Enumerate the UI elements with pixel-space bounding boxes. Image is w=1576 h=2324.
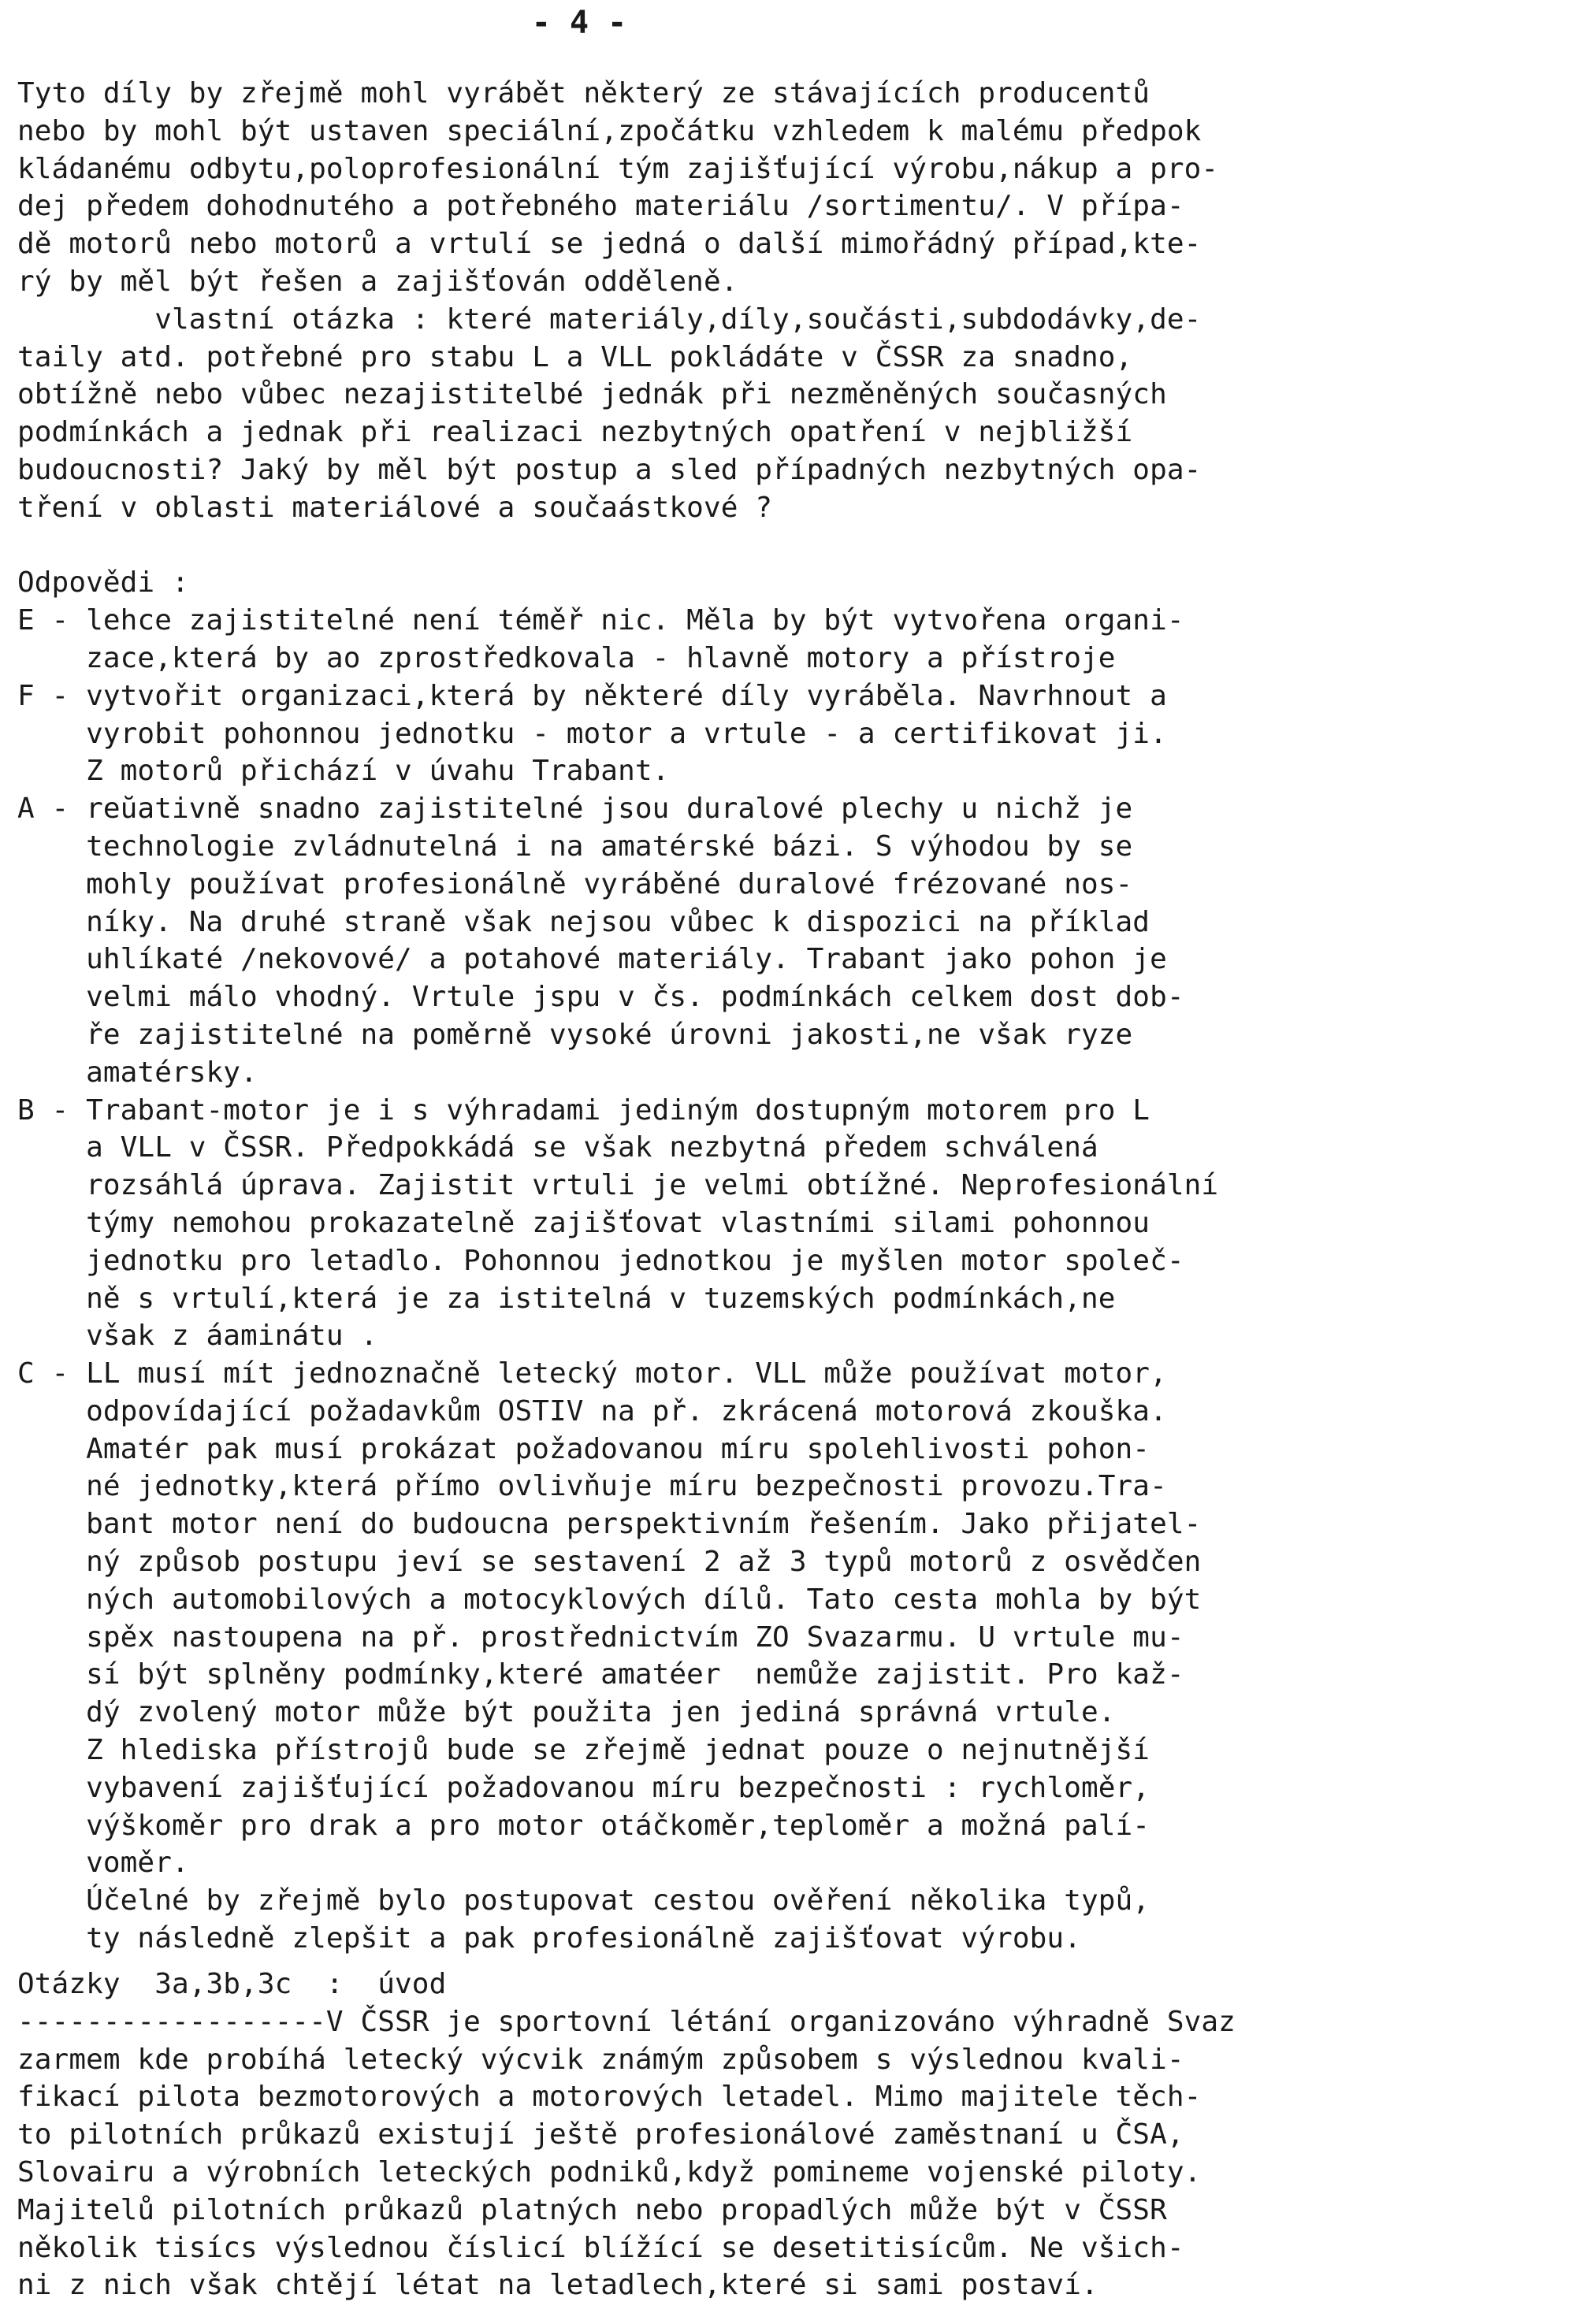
text-line: sí být splněny podmínky,které amatéer nemůže zajistit. Pro kaž-	[17, 1658, 1184, 1691]
text-line: vlastní otázka : které materiály,díly,součásti,subdodávky,de-	[17, 303, 1202, 336]
text-line: Amatér pak musí prokázat požadovanou míru spolehlivosti pohon-	[17, 1432, 1150, 1465]
text-line: dě motorů nebo motorů a vrtulí se jedná o další mimořádný případ,kte-	[17, 228, 1202, 261]
page-number: - 4 -	[531, 5, 627, 41]
text-line: Slovairu a výrobních leteckých podniků,když pomineme vojenské piloty.	[17, 2155, 1202, 2188]
text-line: Odpovědi :	[17, 566, 189, 600]
text-line: Účelné by zřejmě bylo postupovat cestou ověření několika typů,	[17, 1884, 1150, 1917]
text-line: ný způsob postupu jeví se sestavení 2 až 3 typů motorů z osvědčen	[17, 1546, 1202, 1579]
text-line: taily atd. potřebné pro stabu L a VLL pokládáte v ČSSR za snadno,	[17, 340, 1133, 373]
text-line: Majitelů pilotních průkazů platných nebo propadlých může být v ČSSR	[17, 2193, 1167, 2226]
text-line: vybavení zajišťující požadovanou míru bezpečnosti : rychloměr,	[17, 1771, 1150, 1804]
text-line: Z hlediska přístrojů bude se zřejmě jednat pouze o nejnutnější	[17, 1734, 1150, 1767]
text-line: technologie zvládnutelná i na amatérské bázi. S výhodou by se	[17, 830, 1133, 863]
text-line: velmi málo vhodný. Vrtule jspu v čs. podmínkách celkem dost dob-	[17, 981, 1184, 1014]
text-line: však z áaminátu .	[17, 1320, 378, 1353]
text-line: uhlíkaté /nekovové/ a potahové materiály. Trabant jako pohon je	[17, 943, 1167, 976]
text-line: C - LL musí mít jednoznačně letecký motor. VLL může používat motor,	[17, 1357, 1167, 1390]
text-line: ně s vrtulí,která je za istitelná v tuzemských podmínkách,ne	[17, 1282, 1116, 1315]
text-line: nebo by mohl být ustaven speciální,zpočátku vzhledem k malému předpok	[17, 114, 1202, 147]
text-line: Otázky 3a,3b,3c : úvod	[17, 1968, 447, 2000]
text-line: mohly používat profesionálně vyráběné duralové frézované nos-	[17, 867, 1133, 900]
text-line: ni z nich však chtějí létat na letadlech,které si sami postaví.	[17, 2269, 1098, 2302]
text-line: ře zajistitelné na poměrně vysoké úrovni jakosti,ne však ryze	[17, 1018, 1133, 1051]
text-line: E - lehce zajistitelné není téměř nic. Měla by být vytvořena organi-	[17, 604, 1184, 637]
text-line: A - reŭativně snadno zajistitelné jsou duralové plechy u nichž je	[17, 793, 1133, 826]
text-line: ných automobilových a motocyklových dílů. Tato cesta mohla by být	[17, 1583, 1202, 1616]
text-line: Tyto díly by zřejmě mohl vyrábět některý ze stávajících producentů	[17, 77, 1150, 110]
text-line: několik tisícs výslednou číslicí blížící se desetitisícům. Ne všich-	[17, 2231, 1184, 2264]
text-line: né jednotky,která přímo ovlivňuje míru bezpečnosti provozu.Tra-	[17, 1470, 1167, 1503]
text-line: ty následně zlepšit a pak profesionálně zajišťovat výrobu.	[17, 1922, 1081, 1955]
text-line: ------------------V ČSSR je sportovní létání organizováno výhradně Svaz	[17, 2005, 1236, 2038]
text-line: dý zvolený motor může být použita jen jediná správná vrtule.	[17, 1696, 1116, 1729]
text-line: to pilotních průkazů existují ještě profesionálové zaměstnaní u ČSA,	[17, 2118, 1184, 2151]
questions-intro-block	[17, 1966, 1562, 2304]
text-line: zarmem kde probíhá letecký výcvik známým způsobem s výslednou kvali-	[17, 2043, 1184, 2076]
text-line: spěx nastoupena na př. prostřednictvím ZO Svazarmu. U vrtule mu-	[17, 1620, 1184, 1654]
text-line: budoucnosti? Jaký by měl být postup a sled případných nezbytných opa-	[17, 453, 1202, 486]
text-line: rozsáhlá úprava. Zajistit vrtuli je velmi obtížné. Neprofesionální	[17, 1169, 1219, 1202]
text-line: tření v oblasti materiálové a součaástkové ?	[17, 491, 773, 524]
text-line: obtížně nebo vůbec nezajistitelbé jednák při nezměněných současných	[17, 378, 1167, 411]
text-line: jednotku pro letadlo. Pohonnou jednotkou je myšlen motor společ-	[17, 1244, 1184, 1277]
text-line	[17, 527, 1562, 565]
text-line: B - Trabant-motor je i s výhradami jediným dostupným motorem pro L	[17, 1093, 1150, 1127]
text-line: dej předem dohodnutého a potřebného materiálu /sortimentu/. V přípa-	[17, 190, 1184, 223]
text-line: podmínkách a jednak při realizaci nezbytných opatření v nejbližší	[17, 416, 1133, 449]
text-line: bant motor není do budoucna perspektivním řešením. Jako přijatel-	[17, 1508, 1202, 1541]
text-line: zace,která by ao zprostředkovala - hlavně motory a přístroje	[17, 641, 1116, 674]
text-line: a VLL v ČSSR. Předpokkádá se však nezbytná předem schválená	[17, 1131, 1098, 1164]
text-line: voměr.	[17, 1847, 189, 1880]
text-line: odpovídající požadavkům OSTIV na př. zkrácená motorová zkouška.	[17, 1394, 1167, 1427]
text-line: týmy nemohou prokazatelně zajišťovat vlastními silami pohonnou	[17, 1206, 1150, 1239]
text-line: vyrobit pohonnou jednotku - motor a vrtule - a certifikovat ji.	[17, 717, 1167, 750]
main-text-block	[17, 75, 1562, 1958]
text-line: výškoměr pro drak a pro motor otáčkoměr,teploměr a možná palí-	[17, 1809, 1150, 1842]
text-line: kládanému odbytu,poloprofesionální tým zajišťující výrobu,nákup a pro-	[17, 152, 1219, 185]
text-line: amatérsky.	[17, 1056, 258, 1089]
text-line: níky. Na druhé straně však nejsou vůbec k dispozici na příklad	[17, 905, 1150, 938]
text-line: rý by měl být řešen a zajišťován odděleně.	[17, 265, 738, 298]
text-line: F - vytvořit organizaci,která by některé díly vyráběla. Navrhnout a	[17, 679, 1167, 712]
text-line: Z motorů přichází v úvahu Trabant.	[17, 755, 670, 788]
text-line: fikací pilota bezmotorových a motorových letadel. Mimo majitele těch-	[17, 2081, 1202, 2114]
